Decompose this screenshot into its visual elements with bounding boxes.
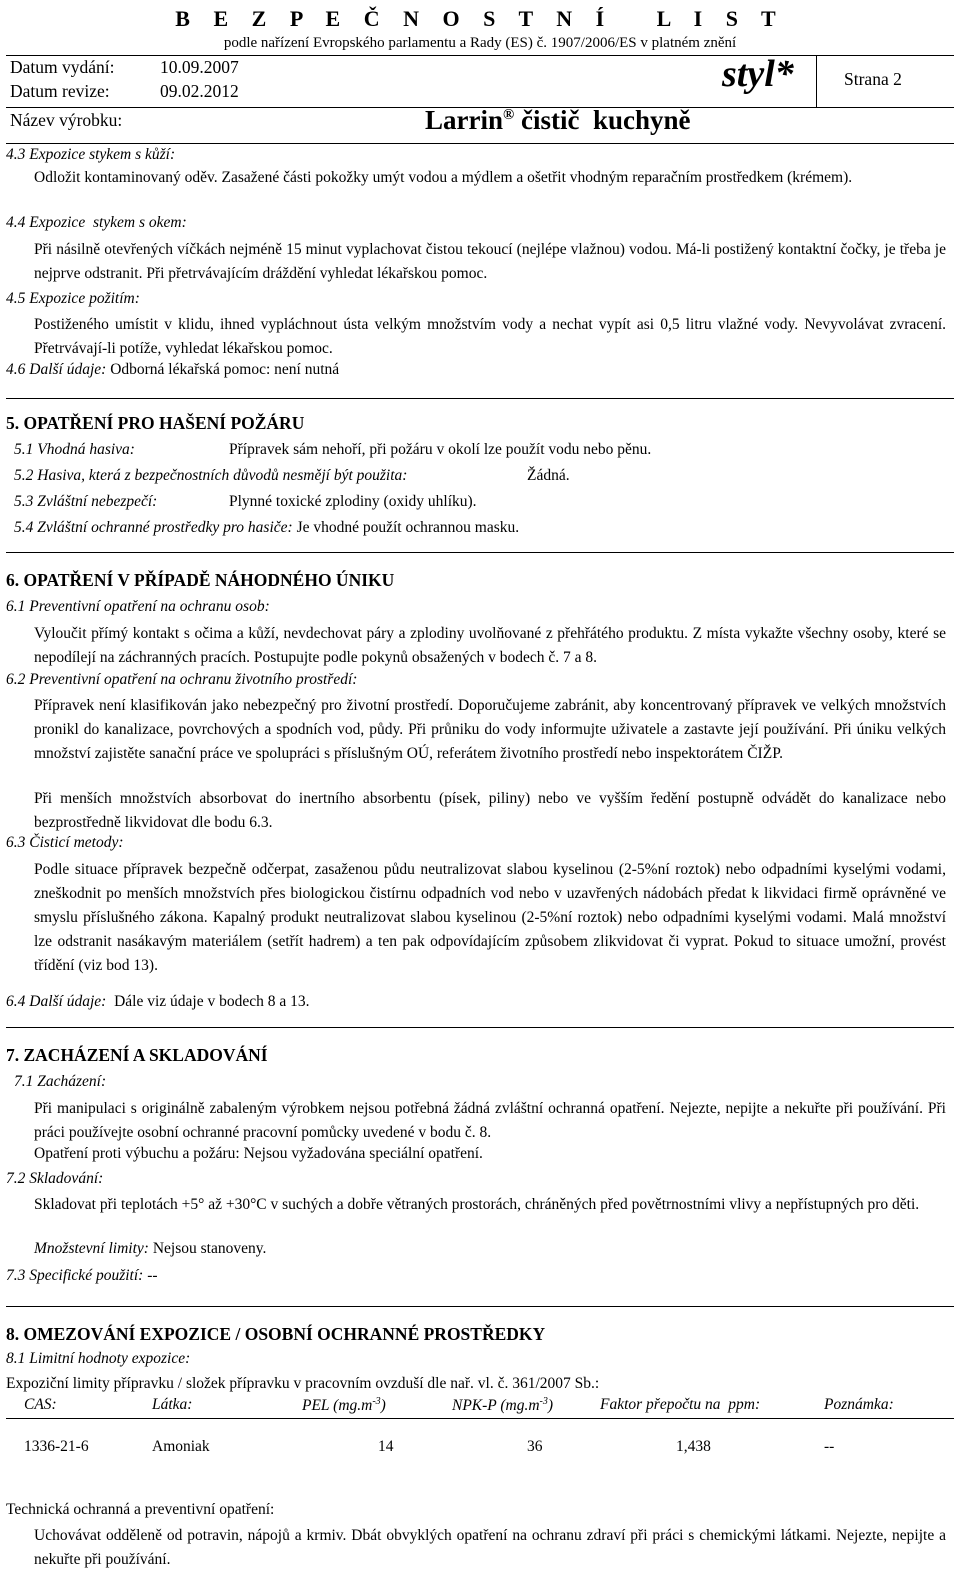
section-7-3-heading: 7.3 Specifické použití: <box>6 1267 144 1284</box>
section-7-1-explosion: Opatření proti výbuchu a požáru: Nejsou vyžadována speciální opatření. <box>34 1145 483 1162</box>
section-7-2-text: Skladovat při teplotách +5° až +30°C v suchých a dobře větraných prostorách, chráněných před povětrnostními vlivy a nepřístupných pro děti. <box>34 1196 920 1213</box>
section-4-6-text: Odborná lékařská pomoc: není nutná <box>106 361 340 378</box>
row-pel: 14 <box>378 1438 394 1455</box>
section-5-1-text: Přípravek sám nehoří, při požáru v okolí lze použít vodu nebo pěnu. <box>229 441 652 458</box>
section-4-6 <box>6 361 339 379</box>
page-box-divider <box>816 55 817 107</box>
limits-value: Nejsou stanoveny. <box>148 1240 267 1257</box>
styl-logo: styl* <box>722 53 794 95</box>
document-subtitle: podle nařízení Evropského parlamentu a Rady (ES) č. 1907/2006/ES v platném znění <box>223 35 737 51</box>
section-7-2-heading: 7.2 Skladování: <box>6 1170 104 1187</box>
section-4-3-heading: 4.3 Expozice stykem s kůží: <box>6 146 176 163</box>
section-7-3 <box>6 1267 158 1285</box>
section-6-2-heading: 6.2 Preventivní opatření na ochranu životního prostředí: <box>6 671 358 688</box>
section-7-1-heading: 7.1 Zacházení: <box>14 1073 107 1090</box>
row-factor: 1,438 <box>676 1438 711 1455</box>
row-cas: 1336-21-6 <box>24 1438 89 1455</box>
col-npk-end: ) <box>547 1397 554 1415</box>
product-brand: Larrin <box>425 105 503 135</box>
table-header-rule <box>6 1418 954 1419</box>
section-4-5-heading: 4.5 Expozice požitím: <box>6 290 140 307</box>
row-note: -- <box>824 1438 835 1455</box>
section-6-3-heading: 6.3 Čisticí metody: <box>6 834 124 851</box>
header-divider <box>6 55 954 56</box>
section-8-divider <box>6 1306 954 1307</box>
section-7-divider <box>6 1027 954 1028</box>
section-7-heading: 7. ZACHÁZENÍ A SKLADOVÁNÍ <box>6 1045 268 1065</box>
revision-date-label: Datum revize: <box>10 81 110 101</box>
section-5-3-text: Plynné toxické zplodiny (oxidy uhlíku). <box>229 493 477 510</box>
section-5-divider <box>6 398 954 399</box>
section-6-4-heading: 6.4 Další údaje: <box>6 993 107 1010</box>
page-number: Strana 2 <box>844 69 902 89</box>
col-substance: Látka: <box>152 1396 193 1413</box>
section-5-4 <box>14 519 519 537</box>
technical-measures-text: Uchovávat odděleně od potravin, nápojů a krmiv. Dbát obvyklých opatření na ochranu zdraví při práci s chemickými látkami. Nejezte, nepijte a nekuřte při používání. <box>34 1527 946 1568</box>
registered-mark: ® <box>503 107 515 123</box>
section-8-1-heading: 8.1 Limitní hodnoty expozice: <box>6 1350 191 1367</box>
row-npk: 36 <box>527 1438 543 1455</box>
section-6-divider <box>6 552 954 553</box>
section-6-2-text-a: Přípravek není klasifikován jako nebezpečný pro životní prostředí. Doporučujeme zabránit, aby koncentrovaný přípravek ve velkých množstvích pronikl do kanalizace, povrchových a spodních vod, půdy. Při průniku do vody informujte uživatele a zastavte její používání. Při úniku velkých množství zajistěte sanační práce ve spolupráci s příslušným OÚ, referátem životního prostředí nebo inspektorátem ČIŽP. <box>34 697 946 762</box>
section-4-4-heading: 4.4 Expozice stykem s okem: <box>6 214 187 231</box>
exposure-limits-intro: Expoziční limity přípravku / složek přípravku v pracovním ovzduší dle nař. vl. č. 361/2007 Sb.: <box>6 1375 600 1392</box>
header-bottom-divider <box>6 143 954 144</box>
section-5-2-text: Žádná. <box>527 467 570 484</box>
section-5-1-heading: 5.1 Vhodná hasiva: <box>14 441 135 458</box>
limits-label: Množstevní limity: <box>34 1240 149 1257</box>
revision-date: 09.02.2012 <box>160 81 239 101</box>
technical-measures-label: Technická ochranná a preventivní opatření: <box>6 1501 275 1518</box>
section-4-3-text: Odložit kontaminovaný oděv. Zasažené části pokožky umýt vodou a mýdlem a ošetřit vhodným reparačním prostředkem (krémem). <box>34 169 853 186</box>
section-6-1-heading: 6.1 Preventivní opatření na ochranu osob: <box>6 598 270 615</box>
section-6-4-text: Dále viz údaje v bodech 8 a 13. <box>106 993 310 1010</box>
section-4-6-heading: 4.6 Další údaje: <box>6 361 107 378</box>
section-4-4-text: Při násilně otevřených víčkách nejméně 15 minut vyplachovat čistou tekoucí (nejlépe vlažnou) vodou. Má-li postižený kontaktní čočky, je třeba je nejprve odstranit. Při přetrvávajícím dráždění vyhledat lékařskou pomoc. <box>34 241 946 282</box>
product-label: Název výrobku: <box>10 110 123 130</box>
section-4-5-text: Postiženého umístit v klidu, ihned vypláchnout ústa velkým množstvím vody a nechat vypít asi 0,5 litru vlažné vody. Nevyvolávat zvracení. Přetrvávají-li potíže, vyhledat lékařskou pomoc. <box>34 316 946 357</box>
col-factor: Faktor přepočtu na ppm: <box>600 1396 761 1413</box>
section-6-3-text: Podle situace přípravek bezpečně odčerpat, zasaženou půdu neutralizovat slabou kyselinou (2-5%ní roztok) nebo odpadními kyselými vodami, zneškodnit po menších množstvích přes biologickou čistírnu odpadních vod nebo v uzavřených nádobách předat k likvidaci firmě oprávněné ve smyslu příslušného zákona. Kapalný produkt neutralizovat slabou kyselinou (2-5%ní roztok) nebo odpadními kyselými vodami. Malá množství lze odstranit nasákavým materiálem (setřít hadrem) a ten pak odpovídajícím způsobem zlikvidovat či vyprat. Pokud to situace umožní, provést třídění (viz bod 13). <box>34 861 946 974</box>
section-6-heading: 6. OPATŘENÍ V PŘÍPADĚ NÁHODNÉHO ÚNIKU <box>6 570 395 590</box>
section-5-2-heading: 5.2 Hasiva, která z bezpečnostních důvodů nesmějí být použita: <box>14 467 408 484</box>
col-pel-label: PEL (mg.m <box>302 1397 373 1415</box>
col-npk-label: NPK-P (mg.m <box>452 1397 540 1415</box>
col-pel-end: ) <box>380 1397 386 1415</box>
col-note: Poznámka: <box>824 1396 894 1413</box>
section-5-4-text: Je vhodné použít ochrannou masku. <box>292 519 520 536</box>
row-substance: Amoniak <box>152 1438 210 1455</box>
product-name <box>425 105 690 136</box>
issue-date: 10.09.2007 <box>160 57 239 77</box>
product-description: čistič kuchyně <box>520 105 691 135</box>
section-7-1-text: Při manipulaci s originálně zabaleným výrobkem nejsou potřebná žádná zvláštní ochranná opatření. Nejezte, nepijte a nekuřte při používání. Při práci používejte osobní ochranné pracovní pomůcky uvedené v bodu č. 8. <box>34 1100 946 1141</box>
col-pel <box>302 1396 386 1415</box>
section-5-4-heading: 5.4 Zvláštní ochranné prostředky pro hasiče: <box>14 519 293 536</box>
section-5-3-heading: 5.3 Zvláštní nebezpečí: <box>14 493 158 510</box>
section-6-2-text-b: Při menších množstvích absorbovat do inertního absorbentu (písek, piliny) nebo ve vyšším ředění postupně odvádět do kanalizace nebo bezprostředně likvidovat dle bodu 6.3. <box>34 790 946 831</box>
issue-date-label: Datum vydání: <box>10 57 115 77</box>
section-5-heading: 5. OPATŘENÍ PRO HAŠENÍ POŽÁRU <box>6 413 305 433</box>
col-npk-sup: -3 <box>539 1396 548 1407</box>
section-7-3-text: -- <box>143 1267 158 1284</box>
section-6-1-text: Vyloučit přímý kontakt s očima a kůží, nevdechovat páry a zplodiny uvolňované z přehřátého produktu. Z místa vykažte všechny osoby, které se nepodílejí na záchranných pracích. Postupujte podle pokynů obsažených v bodech č. 7 a 8. <box>34 625 946 666</box>
col-npk <box>452 1396 553 1415</box>
section-8-heading: 8. OMEZOVÁNÍ EXPOZICE / OSOBNÍ OCHRANNÉ PROSTŘEDKY <box>6 1324 546 1344</box>
col-cas: CAS: <box>24 1396 57 1413</box>
section-6-4 <box>6 993 309 1011</box>
document-title: B E Z P E Č N O S T N Í L I S T <box>175 6 785 31</box>
col-pel-sup: -3 <box>372 1396 381 1407</box>
section-7-2-limits <box>34 1240 266 1258</box>
